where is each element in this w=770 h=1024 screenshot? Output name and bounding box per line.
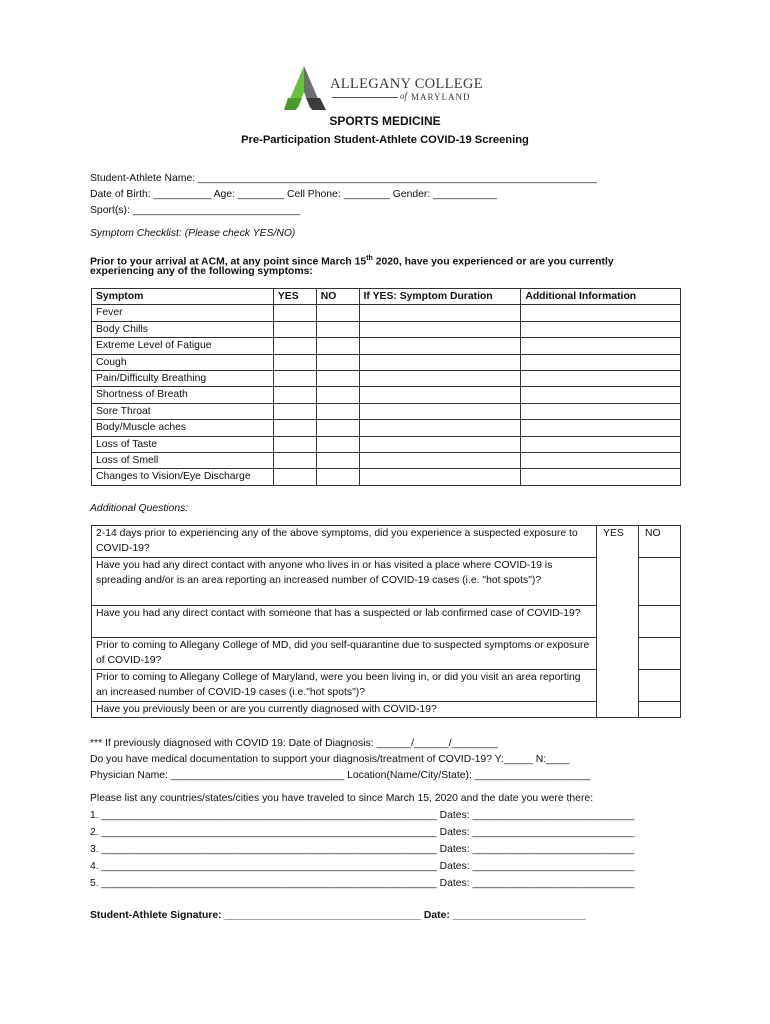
yes-checkbox[interactable] — [273, 387, 316, 403]
no-checkbox[interactable] — [316, 420, 359, 436]
logo-of: of — [400, 91, 408, 101]
table-row — [92, 606, 681, 638]
no-checkbox[interactable] — [316, 436, 359, 452]
table-row — [92, 403, 681, 419]
question-text: Have you had any direct contact with anyone who lives in or has visited a place where COVID-19 is spreading and/or is an area reporting an increased number of COVID-19 cases (i.e. "hot spots")? — [92, 558, 597, 606]
date-field[interactable]: _______________________ — [452, 910, 586, 921]
date-label: Date: — [420, 910, 453, 921]
yes-header: YES — [597, 526, 639, 718]
yes-checkbox[interactable] — [273, 469, 316, 485]
logo-name: ALLEGANY COLLEGE — [330, 76, 483, 92]
dob-age-phone-gender-field[interactable]: Date of Birth: __________ Age: ________ Cell Phone: ________ Gender: ___________ — [90, 189, 497, 200]
signature-label: Student-Athlete Signature: — [90, 910, 225, 921]
page-subtitle: Pre-Participation Student-Athlete COVID-19 Screening — [241, 134, 529, 146]
travel-line-1[interactable]: 1. __________________________________________________________ Dates: ____________________________ — [90, 810, 635, 821]
travel-prompt: Please list any countries/states/cities you have traveled to since March 15, 2020 and the date you were there: — [90, 793, 594, 804]
checklist-prompt-line2: experiencing any of the following symptoms: — [90, 266, 313, 277]
info-cell[interactable] — [521, 453, 681, 469]
no-checkbox[interactable] — [316, 338, 359, 354]
symptom-label: Fever — [92, 305, 274, 321]
table-row — [92, 469, 681, 485]
yes-checkbox[interactable] — [273, 305, 316, 321]
col-no: NO — [316, 289, 359, 305]
travel-line-4[interactable]: 4. __________________________________________________________ Dates: ____________________________ — [90, 861, 635, 872]
symptom-label: Loss of Taste — [92, 436, 274, 452]
table-row — [92, 670, 681, 702]
yes-checkbox[interactable] — [273, 354, 316, 370]
symptom-label: Changes to Vision/Eye Discharge — [92, 469, 274, 485]
no-checkbox[interactable] — [316, 371, 359, 387]
duration-cell[interactable] — [359, 305, 521, 321]
signature-row — [90, 908, 586, 925]
duration-cell[interactable] — [359, 420, 521, 436]
question-text: Prior to coming to Allegany College of MD, did you self-quarantine due to suspected symptoms or exposure of COVID-19? — [92, 638, 597, 670]
info-cell[interactable] — [521, 321, 681, 337]
yes-checkbox[interactable] — [273, 371, 316, 387]
col-yes: YES — [273, 289, 316, 305]
no-checkbox[interactable] — [639, 670, 681, 702]
symptom-label: Body/Muscle aches — [92, 420, 274, 436]
duration-cell[interactable] — [359, 338, 521, 354]
table-row — [92, 420, 681, 436]
symptom-label: Body Chills — [92, 321, 274, 337]
no-checkbox[interactable] — [639, 558, 681, 606]
duration-cell[interactable] — [359, 321, 521, 337]
symptom-label: Shortness of Breath — [92, 387, 274, 403]
diagnosis-date-field[interactable]: *** If previously diagnosed with COVID 19: Date of Diagnosis: ______/______/________ — [90, 738, 498, 749]
symptom-label: Loss of Smell — [92, 453, 274, 469]
yes-checkbox[interactable] — [273, 420, 316, 436]
symptom-label: Sore Throat — [92, 403, 274, 419]
table-row — [92, 638, 681, 670]
signature-field[interactable]: __________________________________ — [224, 910, 421, 921]
travel-line-5[interactable]: 5. __________________________________________________________ Dates: ____________________________ — [90, 878, 635, 889]
table-row — [92, 371, 681, 387]
no-checkbox[interactable] — [639, 638, 681, 670]
info-cell[interactable] — [521, 403, 681, 419]
info-cell[interactable] — [521, 305, 681, 321]
duration-cell[interactable] — [359, 469, 521, 485]
no-checkbox[interactable] — [316, 321, 359, 337]
table-row — [92, 305, 681, 321]
page-title: SPORTS MEDICINE — [329, 114, 441, 128]
question-text: 2-14 days prior to experiencing any of the above symptoms, did you experience a suspected exposure to COVID-19? — [92, 526, 597, 558]
logo-mark-icon — [282, 64, 326, 112]
duration-cell[interactable] — [359, 354, 521, 370]
symptom-label: Cough — [92, 354, 274, 370]
checklist-heading: Symptom Checklist: (Please check YES/NO) — [90, 228, 296, 239]
yes-checkbox[interactable] — [273, 436, 316, 452]
yes-checkbox[interactable] — [273, 321, 316, 337]
travel-line-3[interactable]: 3. __________________________________________________________ Dates: ____________________________ — [90, 844, 635, 855]
no-checkbox[interactable] — [639, 702, 681, 718]
symptom-label: Pain/Difficulty Breathing — [92, 371, 274, 387]
medical-documentation-field[interactable]: Do you have medical documentation to support your diagnosis/treatment of COVID-19? Y:_____ N:____ — [90, 754, 570, 765]
info-cell[interactable] — [521, 371, 681, 387]
info-cell[interactable] — [521, 387, 681, 403]
college-logo — [282, 64, 482, 112]
info-cell[interactable] — [521, 354, 681, 370]
table-row — [92, 558, 681, 606]
info-cell[interactable] — [521, 338, 681, 354]
symptom-label: Extreme Level of Fatigue — [92, 338, 274, 354]
table-row — [92, 354, 681, 370]
info-cell[interactable] — [521, 436, 681, 452]
question-text: Have you had any direct contact with someone that has a suspected or lab confirmed case of COVID-19? — [92, 606, 597, 638]
logo-state: MARYLAND — [411, 92, 471, 102]
symptom-table — [91, 288, 681, 486]
checklist-prompt-sup: th — [366, 255, 373, 262]
student-name-field[interactable]: Student-Athlete Name: _____________________________________________________________________ — [90, 173, 597, 184]
no-checkbox[interactable] — [316, 469, 359, 485]
travel-line-2[interactable]: 2. __________________________________________________________ Dates: ____________________________ — [90, 827, 635, 838]
col-duration: If YES: Symptom Duration — [359, 289, 521, 305]
no-checkbox[interactable] — [316, 387, 359, 403]
table-row — [92, 387, 681, 403]
no-checkbox[interactable] — [639, 606, 681, 638]
table-row — [92, 321, 681, 337]
duration-cell[interactable] — [359, 371, 521, 387]
info-cell[interactable] — [521, 420, 681, 436]
additional-questions-table — [91, 525, 681, 718]
table-row — [92, 453, 681, 469]
table-row — [92, 338, 681, 354]
question-text: Have you previously been or are you currently diagnosed with COVID-19? — [92, 702, 597, 718]
duration-cell[interactable] — [359, 436, 521, 452]
checklist-prompt-part1: Prior to your arrival at ACM, at any point since March 15 — [90, 256, 367, 268]
table-row — [92, 526, 681, 558]
table-row — [92, 702, 681, 718]
checklist-prompt-part2: 2020, have you experienced or are you currently — [372, 256, 614, 268]
yes-checkbox[interactable] — [273, 453, 316, 469]
duration-cell[interactable] — [359, 387, 521, 403]
yes-checkbox[interactable] — [273, 403, 316, 419]
no-checkbox[interactable] — [316, 453, 359, 469]
table-row — [92, 436, 681, 452]
col-additional-info: Additional Information — [521, 289, 681, 305]
col-symptom: Symptom — [92, 289, 274, 305]
question-text: Prior to coming to Allegany College of Maryland, were you been living in, or did you visit an area reporting an increased number of COVID-19 cases (i.e."hot spots")? — [92, 670, 597, 702]
no-checkbox[interactable] — [316, 305, 359, 321]
logo-divider — [332, 97, 398, 98]
additional-heading: Additional Questions: — [90, 503, 189, 514]
symptom-table-header — [92, 289, 681, 305]
sports-field[interactable]: Sport(s): _____________________________ — [90, 205, 301, 216]
duration-cell[interactable] — [359, 453, 521, 469]
no-checkbox[interactable] — [316, 354, 359, 370]
physician-location-field[interactable]: Physician Name: ______________________________ Location(Name/City/State): ____________________ — [90, 770, 591, 781]
no-checkbox[interactable] — [316, 403, 359, 419]
info-cell[interactable] — [521, 469, 681, 485]
yes-checkbox[interactable] — [273, 338, 316, 354]
duration-cell[interactable] — [359, 403, 521, 419]
no-header: NO — [639, 526, 681, 558]
